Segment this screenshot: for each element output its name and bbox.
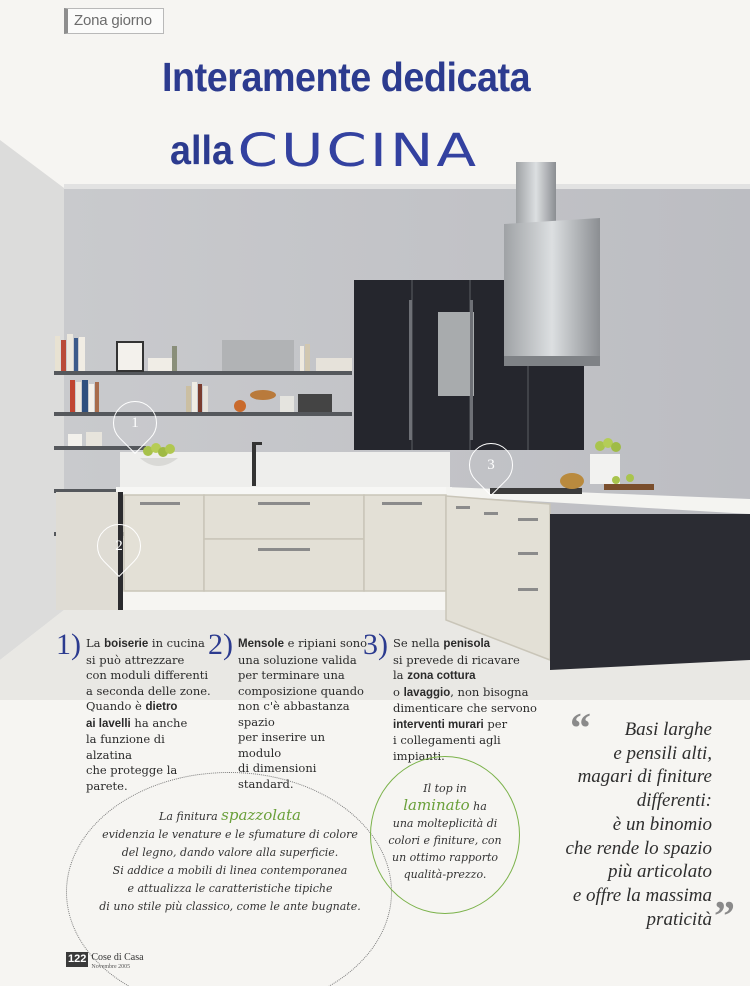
caption-line: Quando è dietro [86, 699, 178, 713]
caption-line: la funzione di alzatina [86, 732, 165, 762]
caption-line: a seconda delle zone. [86, 683, 211, 698]
magazine-name: Cose di Casa [91, 952, 144, 963]
headline-prefix: alla [170, 127, 233, 173]
caption-line: Mensole e ripiani sono [238, 636, 368, 650]
close-quote-icon: ” [714, 894, 735, 940]
caption-line: composizione quando [238, 683, 364, 698]
caption-line: ai lavelli ha anche [86, 715, 188, 730]
caption-line: dimenticare che servono [393, 701, 537, 715]
countertop [116, 487, 452, 495]
caption-1 [56, 628, 212, 794]
page-folio [66, 952, 144, 971]
issue-date: Novembre 2005 [91, 964, 131, 970]
pull-quote: Basi larghe e pensili alti, magari di finiture differenti: è un binomio che rende lo spazio più articolato e offre la massima praticità [565, 719, 712, 930]
caption-number: 3) [363, 628, 388, 661]
caption-line: o lavaggio, non bisogna [393, 684, 529, 699]
caption-line: si prevede di ricavare [393, 652, 520, 667]
section-label: Zona giorno [64, 8, 164, 34]
caption-number: 1) [56, 628, 81, 661]
caption-line: non c'è abbastanza spazio [238, 699, 350, 729]
headline-word: CUCINA [237, 124, 480, 178]
callout-marker-3: 3 [460, 434, 522, 496]
caption-line: per terminare una [238, 668, 345, 682]
caption-line: si può attrezzare [86, 652, 185, 667]
left-wall [0, 140, 64, 660]
callout-marker-1: 1 [104, 392, 166, 454]
caption-line: di dimensioni standard. [238, 761, 317, 791]
caption-line: la zona cottura [393, 668, 476, 682]
caption-line: La boiserie in cucina [86, 636, 205, 650]
accent-word: laminato [403, 796, 470, 814]
caption-line: i collegamenti agli impianti. [393, 733, 501, 763]
caption-line: per inserire un modulo [238, 730, 326, 760]
callout-marker-2: 2 [88, 515, 150, 577]
backsplash [120, 452, 450, 490]
laminate-info-bubble: Il top in laminato ha una molteplicità di colori e finiture, con un ottimo rapporto qualità-prezzo. [388, 782, 502, 881]
open-quote-icon: “ [570, 706, 591, 752]
caption-line: Se nella penisola [393, 636, 491, 650]
caption-line: interventi murari per [393, 716, 508, 731]
peninsula-side [550, 514, 750, 670]
finish-info-bubble: La finitura spazzolata evidenzia le venature e le sfumature di colore del legno, dando valore alla superficie. Si addice a mobili di linea contemporanea e attualizza le caratteristiche tipiche di uno stile più classico, come le ante bugnate. [99, 806, 361, 913]
caption-2 [208, 628, 368, 792]
caption-line: che protegge la parete. [86, 763, 178, 793]
caption-line: una soluzione valida [238, 652, 357, 667]
faucet [252, 442, 256, 486]
headline-line-1: Interamente dedicata [162, 54, 531, 100]
caption-3 [363, 628, 541, 764]
ceiling-edge [64, 184, 750, 189]
caption-number: 2) [208, 628, 233, 661]
page-number: 122 [68, 953, 87, 965]
caption-line: con moduli differenti [86, 668, 209, 682]
accent-word: spazzolata [221, 806, 301, 824]
